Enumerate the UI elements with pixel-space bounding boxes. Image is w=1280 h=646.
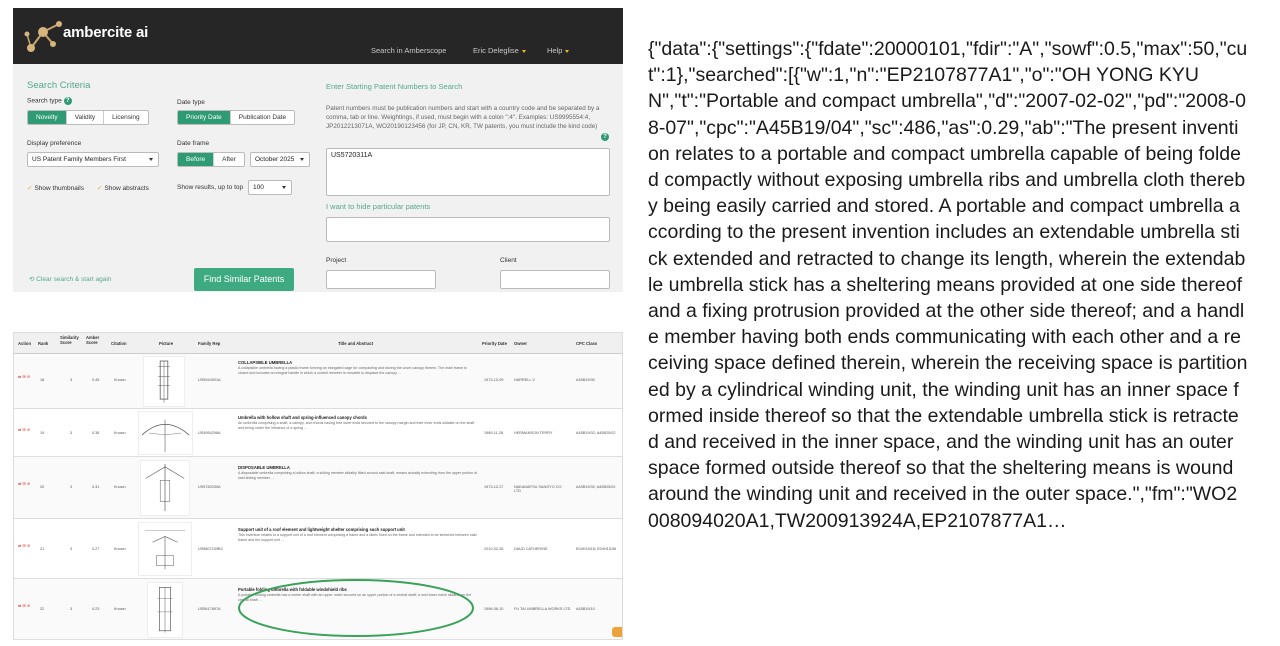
top-navbar bbox=[13, 8, 623, 64]
search-criteria-form bbox=[13, 72, 623, 292]
owner-cell: FU TAI UMBRELLA WORKS LTD bbox=[514, 607, 571, 611]
patent-title[interactable]: Support unit of a roof element and lightweight shelter comprising such support unit bbox=[238, 527, 405, 532]
row-action-icons[interactable]: ⇄ ✉ ⊘ bbox=[18, 374, 31, 379]
date-type-publication[interactable]: Publication Date bbox=[238, 114, 287, 121]
display-pref-select[interactable] bbox=[27, 152, 159, 167]
owner-cell: NAKAMATSU SANGYO CO LTD bbox=[514, 485, 562, 493]
patent-abstract: A disposable umbrella comprising a hollow shaft, a sliding member slidably fitted around said shaft, means actually extending from the upper portion of said sliding member ... bbox=[238, 471, 478, 480]
help-icon[interactable]: ? bbox=[601, 133, 609, 141]
show-abstracts-label: Show abstracts bbox=[104, 185, 149, 192]
checkmark-icon: ✓ bbox=[97, 185, 103, 192]
highlight-ellipse-annotation bbox=[236, 577, 476, 639]
hide-patents-title: I want to hide particular patents bbox=[326, 202, 431, 211]
patent-drawing-thumbnail[interactable] bbox=[140, 460, 190, 516]
patent-abstract: An umbrella comprising a shaft, a canopy, and chords having free outer ends secured to the canopy margin and their inner ends slidable on the shaft and being under the influence of a spring ... bbox=[238, 421, 475, 430]
start-patents-input[interactable] bbox=[326, 148, 610, 196]
display-pref-label: Display preference bbox=[27, 140, 82, 147]
table-row[interactable] bbox=[14, 457, 623, 519]
show-results-select[interactable] bbox=[248, 180, 292, 195]
project-input[interactable] bbox=[326, 270, 436, 289]
search-type-label bbox=[27, 97, 72, 105]
show-abstracts-checkbox[interactable] bbox=[97, 184, 149, 192]
client-label: Client bbox=[500, 257, 517, 264]
priority-date-cell: 2010-02-26 bbox=[484, 547, 504, 551]
row-action-icons[interactable]: ⇄ ✉ ⊘ bbox=[18, 481, 31, 486]
priority-date-cell: 1973-10-09 bbox=[484, 378, 504, 382]
show-results-label: Show results, up to top bbox=[177, 184, 244, 191]
col-picture[interactable]: Picture bbox=[159, 341, 174, 346]
title-abstract-cell bbox=[238, 360, 478, 404]
citation-cell: Known bbox=[114, 485, 126, 489]
help-menu-label: Help bbox=[547, 46, 563, 55]
col-similarity[interactable]: Similarity Score bbox=[60, 335, 79, 345]
date-type-toggle bbox=[177, 110, 295, 125]
results-table-screenshot bbox=[13, 332, 623, 640]
hide-patents-input[interactable] bbox=[326, 217, 610, 242]
start-patents-description: Patent numbers must be publication numbers and start with a country code and be separated by a comma, tab or line. Weightings, if used, must begin with a colon ":4". Examples: US9995554:4, JP2012213071A, WO20190123456 (for JP, CN, KR, TW patents, you must include the kind code) bbox=[326, 105, 600, 130]
clear-search-label: Clear search & start again bbox=[36, 276, 112, 283]
patent-drawing-thumbnail[interactable] bbox=[138, 411, 193, 455]
title-abstract-cell bbox=[238, 465, 478, 511]
col-rank[interactable]: Rank bbox=[38, 341, 49, 346]
patent-title[interactable]: COLLAPSIBLE UMBRELLA bbox=[238, 360, 293, 365]
priority-date-cell: 1989-11-28 bbox=[484, 431, 504, 435]
client-input[interactable] bbox=[500, 270, 610, 289]
show-results-value: 100 bbox=[253, 184, 264, 191]
row-action-icons[interactable]: ⇄ ✉ ⊘ bbox=[18, 427, 31, 432]
show-thumbnails-label: Show thumbnails bbox=[34, 185, 84, 192]
cpc-cell: A45B19/02; A45B25/02 bbox=[576, 431, 616, 435]
col-amber[interactable]: Amber Score bbox=[86, 335, 100, 345]
checkmark-icon: ✓ bbox=[27, 185, 33, 192]
date-type-label: Date type bbox=[177, 99, 205, 106]
patent-title[interactable]: DISPOSABLE UMBRELLA bbox=[238, 465, 290, 470]
amber-cell: 0.31 bbox=[92, 485, 100, 489]
date-frame-after[interactable]: After bbox=[222, 156, 236, 163]
row-action-icons[interactable]: ⇄ ✉ ⊘ bbox=[18, 543, 31, 548]
chat-widget-icon[interactable] bbox=[612, 627, 622, 637]
project-label: Project bbox=[326, 257, 347, 264]
ambercite-logo[interactable] bbox=[23, 14, 173, 58]
patent-abstract: This invention relates to a support unit of a roof element comprising a frame and a fabric fixed on the frame and intended to be stretched between said frame and the support unit ... bbox=[238, 533, 477, 542]
help-menu-caret-icon bbox=[565, 50, 569, 53]
amber-cell: 0.27 bbox=[92, 547, 100, 551]
nav-search-amberscope[interactable]: Search in Amberscope bbox=[371, 46, 447, 55]
date-frame-toggle bbox=[177, 152, 245, 167]
date-frame-before[interactable]: Before bbox=[178, 153, 214, 166]
chevron-down-icon bbox=[149, 158, 153, 161]
start-patents-value: US5720311A bbox=[331, 152, 373, 159]
search-type-licensing[interactable]: Licensing bbox=[112, 114, 140, 121]
refresh-icon: ⟲ bbox=[29, 276, 37, 283]
similarity-cell: 3 bbox=[70, 547, 73, 551]
date-frame-month-select[interactable] bbox=[250, 152, 310, 167]
title-abstract-cell bbox=[238, 527, 478, 573]
similarity-cell: 3 bbox=[70, 607, 73, 611]
find-similar-patents-button[interactable]: Find Similar Patents bbox=[194, 268, 294, 291]
patent-drawing-thumbnail[interactable] bbox=[143, 356, 185, 407]
rank-cell: 20 bbox=[40, 485, 45, 489]
patent-abstract: A portable folding umbrella has a center shaft with an upper notch secured on an upper portion of a central shaft; a mini lower notch slidable on the central shaft ... bbox=[238, 593, 472, 602]
patent-drawing-thumbnail[interactable] bbox=[138, 522, 192, 576]
search-type-label-text: Search type bbox=[27, 97, 62, 105]
search-criteria-title: Search Criteria bbox=[27, 80, 91, 91]
date-type-priority[interactable]: Priority Date bbox=[178, 111, 231, 124]
search-criteria-screenshot bbox=[13, 8, 623, 292]
citation-cell: Known bbox=[114, 431, 126, 435]
similarity-cell: 3 bbox=[70, 485, 73, 489]
patent-abstract: A collapsible umbrella having a plastic frame forming an elongated cage for compacting and storing the cover canopy therein. The main frame is closed and includes an integral handle in which a control member is movable to displace the canopy ... bbox=[238, 366, 467, 375]
api-json-response-text: {"data":{"settings":{"fdate":20000101,"fdir":"A","sowf":0.5,"max":50,"cut":1},"searched":[{"w":1,"n":"EP2107877A1","o":"OH YONG KYUN","t":"Portable and compact umbrella","d":"2007-02-02","pd":"2008-08-07","cpc":"A45B19/04","sc":486,"as":0.29,"ab":"The present invention relates to a portable and compact umbrella capable of being folded compactly without exposing umbrella ribs and umbrella cloth thereby being easily carried and stored. A portable and compact umbrella according to the present invention includes an extendable umbrella stick extended and retracted to change its length, wherein the extendable umbrella stick has a sheltering means provided at one side thereof and a fixing protrusion provided at the other side thereof; and a handle member having both ends communicating with each other and a receiving space defined therein, wherein the receiving space is partitioned by a cylindrical winding unit, the winding unit has an inner space formed inside thereof so that the extendable umbrella stick is retracted and received in the inner space, and the winding unit has an outer space formed outside thereof so that the sheltering means is wound around the winding unit and received in the outer space.","fm":"WO2008094020A1,TW200913924A,EP2107877A1… bbox=[648, 38, 1248, 532]
amber-cell: 0.45 bbox=[92, 378, 100, 382]
owner-cell: HARRELL V bbox=[514, 378, 535, 382]
family-rep-cell[interactable]: US4954296A bbox=[198, 431, 221, 435]
col-title-abstract[interactable]: Title and Abstract bbox=[338, 341, 374, 346]
patent-drawing-thumbnail[interactable] bbox=[147, 582, 183, 638]
patent-title[interactable]: Portable folding umbrella with foldable windshield ribs bbox=[238, 587, 347, 592]
family-rep-cell[interactable]: US8807109B2 bbox=[198, 547, 223, 551]
col-cpc[interactable]: CPC Class bbox=[576, 341, 598, 346]
chevron-down-icon bbox=[282, 186, 286, 189]
chevron-down-icon bbox=[300, 158, 304, 161]
user-menu-caret-icon bbox=[522, 50, 526, 53]
clear-search-link[interactable] bbox=[29, 275, 111, 283]
rank-cell: 21 bbox=[40, 547, 45, 551]
table-row[interactable] bbox=[14, 354, 623, 409]
similarity-cell: 3 bbox=[70, 378, 73, 382]
family-rep-cell[interactable]: US5944901A bbox=[198, 378, 221, 382]
rank-cell: 18 bbox=[40, 378, 45, 382]
col-citation[interactable]: Citation bbox=[111, 341, 127, 346]
amber-cell: 0.38 bbox=[92, 431, 100, 435]
show-thumbnails-checkbox[interactable] bbox=[27, 184, 84, 192]
row-action-icons[interactable]: ⇄ ✉ ⊘ bbox=[18, 603, 31, 608]
date-frame-month-value: October 2025 bbox=[255, 156, 295, 163]
col-priority-date[interactable]: Priority Date bbox=[482, 341, 507, 346]
col-action[interactable]: Action bbox=[18, 341, 32, 346]
rank-cell: 19 bbox=[40, 431, 45, 435]
patent-title[interactable]: Umbrella with hollow shaft and spring-influenced canopy chords bbox=[238, 415, 367, 420]
family-rep-cell[interactable]: US5782030A bbox=[198, 485, 221, 489]
priority-date-cell: 1996-06-10 bbox=[484, 607, 504, 611]
table-row[interactable] bbox=[14, 409, 623, 457]
user-menu-label: Eric Deleglise bbox=[473, 46, 519, 55]
col-family-rep[interactable]: Family Rep bbox=[198, 341, 221, 346]
table-header bbox=[14, 333, 623, 354]
nav-user-menu[interactable] bbox=[473, 46, 526, 55]
nav-help-menu[interactable] bbox=[547, 46, 569, 55]
priority-date-cell: 1973-12-27 bbox=[484, 485, 504, 489]
date-frame-label: Date frame bbox=[177, 140, 210, 147]
cpc-cell: A45B19/10 bbox=[576, 607, 595, 611]
similarity-cell: 3 bbox=[70, 431, 73, 435]
search-type-toggle bbox=[27, 110, 149, 125]
cpc-cell: A45B19/02; A45B25/02 bbox=[576, 485, 616, 489]
citation-cell: Known bbox=[114, 378, 126, 382]
col-owner[interactable]: Owner bbox=[514, 341, 528, 346]
cpc-cell: E04H15/18; E04H15/36 bbox=[576, 547, 617, 551]
cpc-cell: A45B19/00 bbox=[576, 378, 595, 382]
help-icon[interactable]: ? bbox=[64, 97, 72, 105]
table-row[interactable] bbox=[14, 519, 623, 579]
search-type-novelty[interactable]: Novelty bbox=[28, 111, 67, 124]
owner-cell: HERMANSON TERRY bbox=[514, 431, 553, 435]
molecule-logo-icon bbox=[23, 14, 67, 58]
amber-cell: 0.23 bbox=[92, 607, 100, 611]
citation-cell: Known bbox=[114, 547, 126, 551]
display-pref-value: US Patent Family Members First bbox=[32, 156, 126, 163]
family-rep-cell[interactable]: US5617897A bbox=[198, 607, 221, 611]
citation-cell: Known bbox=[114, 607, 126, 611]
search-type-validity[interactable]: Validity bbox=[67, 111, 104, 124]
brand-name: ambercite ai bbox=[63, 24, 149, 41]
rank-cell: 22 bbox=[40, 607, 45, 611]
title-abstract-cell bbox=[238, 415, 478, 453]
owner-cell: DAUD CATHERINE bbox=[514, 547, 548, 551]
start-patents-title: Enter Starting Patent Numbers to Search bbox=[326, 82, 463, 91]
